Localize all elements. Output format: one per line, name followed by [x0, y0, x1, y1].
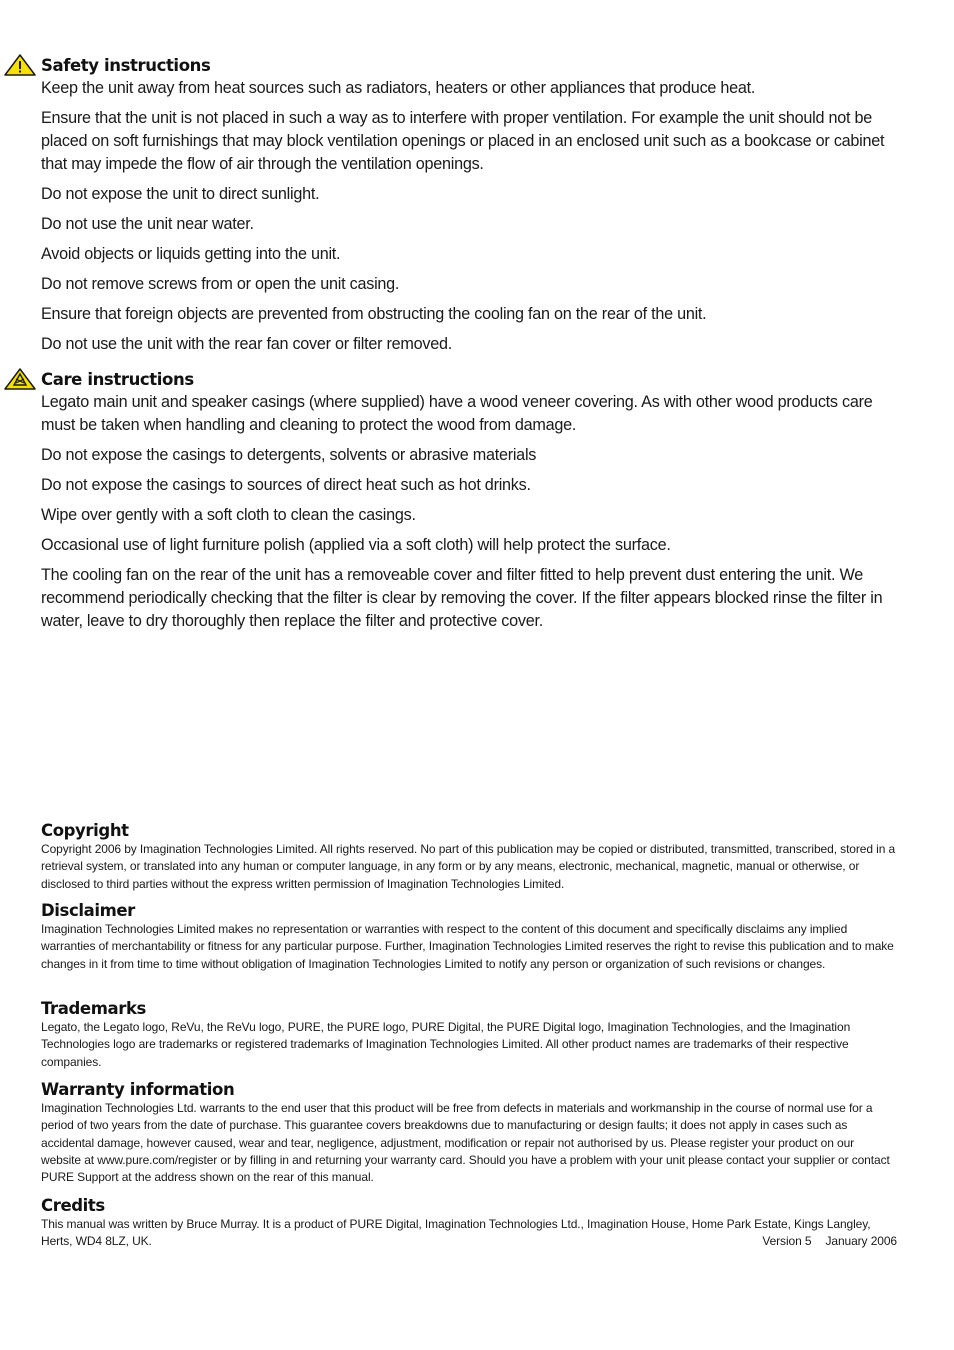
safety-paragraph: Ensure that the unit is not placed in such a way as to interfere with proper ventilation. For example the unit should not be placed on soft furnishings that may block ventilation openings or placed in an enclosed unit such as a bookcase or cabinet that may impede the flow of air through the ventilation openings. — [41, 109, 885, 173]
warranty-section — [41, 1080, 897, 1186]
credits-last-line — [41, 1233, 897, 1250]
care-title: Care instructions — [41, 370, 194, 389]
warranty-title: Warranty information — [41, 1080, 235, 1099]
warranty-text: Imagination Technologies Ltd. warrants to the end user that this product will be free from defects in materials and workmanship in the course of normal use for a period of two years from the date of purchase. This guarantee covers breakdowns due to manufacturing or design faults; it does not apply in cases such as accidental damage, however caused, wear and tear, negligence, adjustment, modification or repair not authorised by us. Please register your product on our website at www.pure.com/register or by filling in and returning your warranty card. Should you have a problem with your unit please contact your supplier or contact PURE Support at the address shown on the rear of this manual. — [41, 1101, 890, 1185]
care-paragraph: Occasional use of light furniture polish (applied via a soft cloth) will help protect the surface. — [41, 536, 671, 554]
disclaimer-title: Disclaimer — [41, 901, 135, 920]
care-hazard-icon — [3, 367, 37, 391]
credits-address-end: Herts, WD4 8LZ, UK. — [41, 1234, 152, 1249]
care-paragraph: The cooling fan on the rear of the unit has a removeable cover and filter fitted to help prevent dust entering the unit. We recommend periodically checking that the filter is clear by removing the cover. If the filter appears blocked rinse the filter in water, leave to dry thoroughly then replace the filter and protective cover. — [41, 566, 883, 630]
copyright-title: Copyright — [41, 821, 129, 840]
safety-paragraph: Ensure that foreign objects are prevented from obstructing the cooling fan on the rear of the unit. — [41, 305, 707, 323]
safety-paragraph: Do not use the unit near water. — [41, 215, 254, 233]
trademarks-title: Trademarks — [41, 999, 146, 1018]
credits-section — [41, 1196, 897, 1251]
copyright-section — [41, 821, 897, 893]
care-section — [41, 369, 897, 640]
safety-title: Safety instructions — [41, 56, 211, 75]
care-paragraph: Do not expose the casings to sources of direct heat such as hot drinks. — [41, 476, 531, 494]
safety-section — [41, 55, 897, 363]
trademarks-text: Legato, the Legato logo, ReVu, the ReVu logo, PURE, the PURE logo, PURE Digital, the PURE Digital logo, Imagination Technologies, and the Imagination Technologies logo are trademarks or registered trademarks of Imagination Technologies Limited. All other product names are trademarks of their respective companies. — [41, 1020, 851, 1069]
credits-text: This manual was written by Bruce Murray. It is a product of PURE Digital, Imagination Technologies Ltd., Imagination House, Home Park Estate, Kings Langley, — [41, 1217, 871, 1231]
care-paragraph: Do not expose the casings to detergents, solvents or abrasive materials — [41, 446, 537, 464]
version-info — [748, 1233, 897, 1250]
care-paragraph: Legato main unit and speaker casings (where supplied) have a wood veneer covering. As with other wood products care must be taken when handling and cleaning to protect the wood from damage. — [41, 393, 873, 434]
version-label: Version 5 — [762, 1234, 812, 1249]
care-paragraph: Wipe over gently with a soft cloth to clean the casings. — [41, 506, 416, 524]
safety-paragraph: Do not remove screws from or open the unit casing. — [41, 275, 400, 293]
safety-paragraph: Do not expose the unit to direct sunlight. — [41, 185, 320, 203]
warning-triangle-icon — [3, 53, 37, 77]
safety-paragraph: Keep the unit away from heat sources such as radiators, heaters or other appliances that produce heat. — [41, 79, 756, 97]
disclaimer-section — [41, 901, 897, 973]
safety-paragraph: Do not use the unit with the rear fan cover or filter removed. — [41, 335, 452, 353]
safety-paragraph: Avoid objects or liquids getting into the unit. — [41, 245, 341, 263]
copyright-text: Copyright 2006 by Imagination Technologies Limited. All rights reserved. No part of this publication may be copied or distributed, transmitted, transcribed, stored in a retrieval system, or translated into any human or computer language, in any form or by any means, electronic, mechanical, magnetic, manual or otherwise, or disclosed to third parties without the express written permission of Imagination Technologies Limited. — [41, 842, 896, 891]
version-date: January 2006 — [825, 1234, 897, 1249]
disclaimer-text: Imagination Technologies Limited makes no representation or warranties with respect to the content of this document and specifically disclaims any implied warranties of merchantability or fitness for any particular purpose. Further, Imagination Technologies Limited reserves the right to revise this publication and to make changes in it from time to time without obligation of Imagination Technologies Limited to notify any person or organization of such revisions or changes. — [41, 922, 894, 971]
trademarks-section — [41, 999, 897, 1071]
credits-title: Credits — [41, 1196, 105, 1215]
